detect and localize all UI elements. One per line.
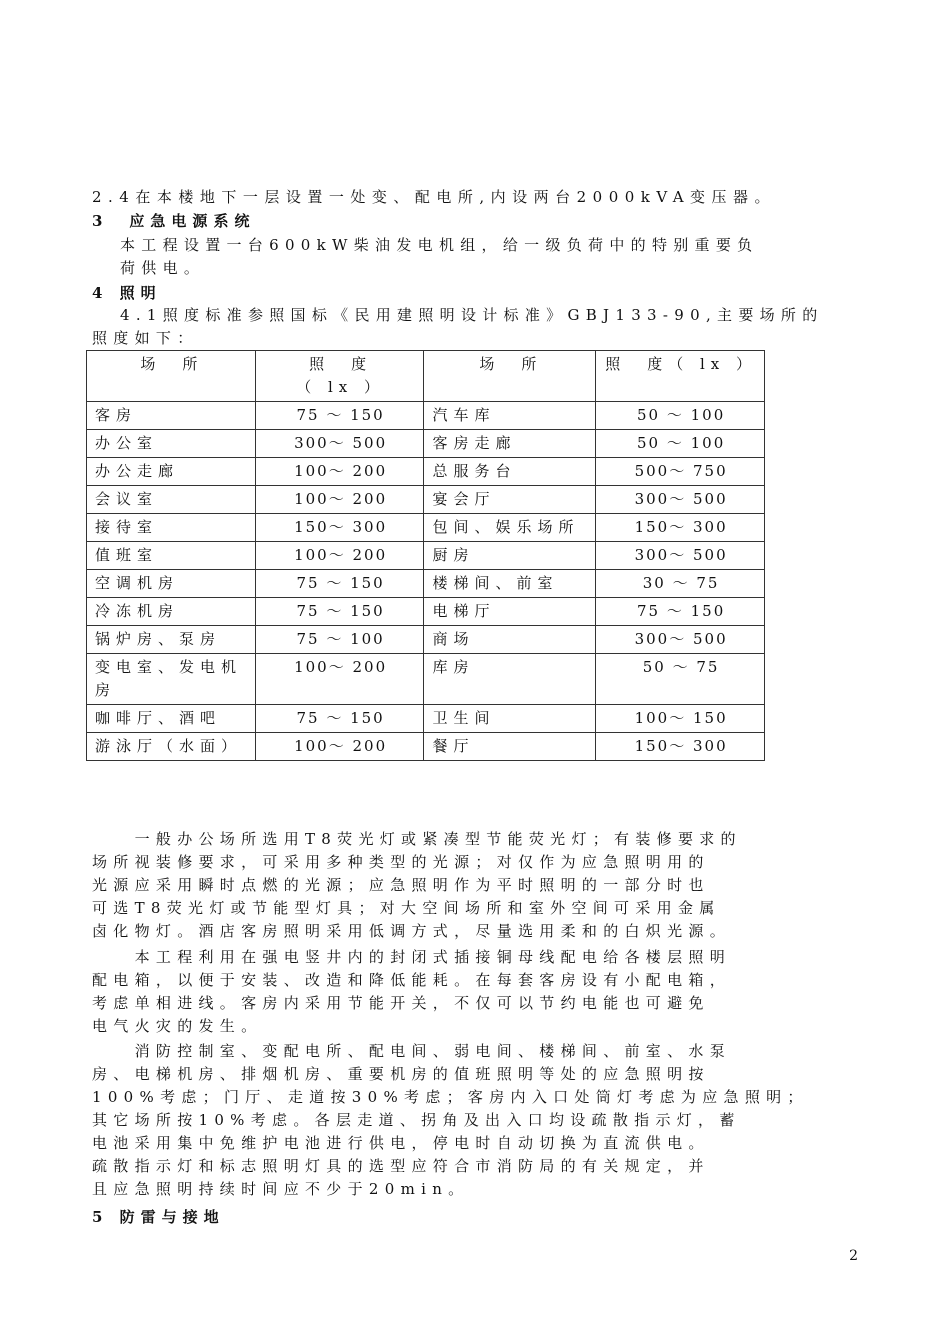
cell-lux-a: 75 ～ 100: [255, 626, 424, 654]
cell-place-a: 变电室、发电机房: [87, 654, 256, 705]
cell-lux-b: 300～ 500: [596, 626, 765, 654]
heading-emergency-power: 3 应急电源系统: [92, 212, 256, 230]
cell-lux-a: 100～ 200: [255, 733, 424, 761]
cell-place-b: 楼梯间、前室: [424, 570, 596, 598]
cell-lux-b: 150～ 300: [596, 514, 765, 542]
cell-lux-b: 50 ～ 75: [596, 654, 765, 705]
lighting-paragraph-2: [92, 946, 850, 1038]
paragraph-line: 光源应采用瞬时点燃的光源；应急照明作为平时照明的一部分时也: [92, 876, 710, 894]
paragraph-line: 一般办公场所选用T8荧光灯或紧凑型节能荧光灯；有装修要求的: [92, 830, 742, 848]
paragraph-line: 房、电梯机房、排烟机房、重要机房的值班照明等处的应急照明按: [92, 1065, 710, 1083]
lighting-paragraph-1: [92, 828, 850, 943]
cell-place-a: 空调机房: [87, 570, 256, 598]
cell-place-b: 电梯厅: [424, 598, 596, 626]
paragraph-line: 本工程设置一台600kW柴油发电机组，给一级负荷中的特别重要负: [120, 236, 759, 254]
cell-place-a: 咖啡厅、酒吧: [87, 705, 256, 733]
table-row: [87, 458, 765, 486]
paragraph-line: 考虑单相进线。客房内采用节能开关，不仅可以节约电能也可避免: [92, 994, 710, 1012]
illuminance-table: [86, 350, 765, 761]
cell-place-a: 接待室: [87, 514, 256, 542]
table-header-row: [87, 351, 765, 402]
header-lux-a-line1: 照 度: [309, 355, 373, 373]
cell-place-b: 总服务台: [424, 458, 596, 486]
cell-lux-a: 300～ 500: [255, 430, 424, 458]
cell-place-a: 值班室: [87, 542, 256, 570]
cell-place-b: 厨房: [424, 542, 596, 570]
cell-place-a: 办公室: [87, 430, 256, 458]
cell-place-b: 卫生间: [424, 705, 596, 733]
paragraph-line: 卤化物灯。酒店客房照明采用低调方式，尽量选用柔和的白炽光源。: [92, 922, 732, 940]
table-row: [87, 733, 765, 761]
table-row: [87, 402, 765, 430]
table-row: [87, 654, 765, 705]
cell-place-b: 商场: [424, 626, 596, 654]
cell-lux-a: 75 ～ 150: [255, 570, 424, 598]
paragraph-line: 荷供电。: [120, 259, 206, 277]
header-lux-b: 照 度（ lx ）: [596, 351, 765, 402]
cell-lux-a: 75 ～ 150: [255, 705, 424, 733]
cell-place-b: 餐厅: [424, 733, 596, 761]
cell-place-b: 客房走廊: [424, 430, 596, 458]
illuminance-intro: [92, 304, 850, 350]
cell-lux-b: 150～ 300: [596, 733, 765, 761]
cell-place-a: 办公走廊: [87, 458, 256, 486]
cell-place-b: 宴会厅: [424, 486, 596, 514]
cell-place-b: 库房: [424, 654, 596, 705]
paragraph-line: 其它场所按10%考虑。各层走道、拐角及出入口均设疏散指示灯，蓄: [92, 1111, 741, 1129]
cell-place-a: 游泳厅（水面）: [87, 733, 256, 761]
table-row: [87, 514, 765, 542]
paragraph-line: 4.1照度标准参照国标《民用建照明设计标准》GBJ133-90,主要场所的: [120, 306, 824, 324]
paragraph-line: 本工程利用在强电竖井内的封闭式插接铜母线配电给各楼层照明: [92, 948, 732, 966]
cell-lux-b: 100～ 150: [596, 705, 765, 733]
cell-place-a: 会议室: [87, 486, 256, 514]
paragraph-line: 场所视装修要求，可采用多种类型的光源；对仅作为应急照明用的: [92, 853, 710, 871]
cell-lux-a: 100～ 200: [255, 458, 424, 486]
cell-place-a: 冷冻机房: [87, 598, 256, 626]
table-row: [87, 598, 765, 626]
cell-lux-b: 30 ～ 75: [596, 570, 765, 598]
header-place-a: 场 所: [87, 351, 256, 402]
header-lux-a-line2: （ lx ）: [296, 378, 385, 396]
table-row: [87, 626, 765, 654]
paragraph-line: 照度如下：: [92, 329, 199, 347]
cell-lux-a: 75 ～ 150: [255, 598, 424, 626]
cell-lux-a: 75 ～ 150: [255, 402, 424, 430]
paragraph-line: 配电箱，以便于安装、改造和降低能耗。在每套客房设有小配电箱，: [92, 971, 732, 989]
paragraph-line: 且应急照明持续时间应不少于20min。: [92, 1180, 470, 1198]
cell-lux-a: 100～ 200: [255, 654, 424, 705]
paragraph-line: 100%考虑；门厅、走道按30%考虑；客房内入口处筒灯考虑为应急照明；: [92, 1088, 809, 1106]
cell-lux-b: 50 ～ 100: [596, 402, 765, 430]
section-2-4-text: 2.4在本楼地下一层设置一处变、配电所,内设两台2000kVA变压器。: [92, 188, 777, 206]
cell-place-a: 客房: [87, 402, 256, 430]
cell-lux-a: 100～ 200: [255, 542, 424, 570]
cell-place-a: 锅炉房、泵房: [87, 626, 256, 654]
page-number: 2: [849, 1248, 858, 1264]
heading-lighting: 4 照明: [92, 284, 162, 302]
cell-place-b: 汽车库: [424, 402, 596, 430]
emergency-power-paragraph: [92, 234, 850, 280]
cell-lux-b: 50 ～ 100: [596, 430, 765, 458]
cell-lux-a: 100～ 200: [255, 486, 424, 514]
cell-place-b: 包间、娱乐场所: [424, 514, 596, 542]
lighting-paragraph-3: [92, 1040, 850, 1201]
table-row: [87, 705, 765, 733]
cell-lux-b: 300～ 500: [596, 542, 765, 570]
paragraph-line: 消防控制室、变配电所、配电间、弱电间、楼梯间、前室、水泵: [92, 1042, 732, 1060]
header-place-b: 场 所: [424, 351, 596, 402]
paragraph-line: 电气火灾的发生。: [92, 1017, 263, 1035]
table-body: [87, 402, 765, 761]
paragraph-line: 电池采用集中免维护电池进行供电，停电时自动切换为直流供电。: [92, 1134, 710, 1152]
table-row: [87, 542, 765, 570]
paragraph-line: 疏散指示灯和标志照明灯具的选型应符合市消防局的有关规定，并: [92, 1157, 710, 1175]
cell-lux-b: 75 ～ 150: [596, 598, 765, 626]
table-row: [87, 486, 765, 514]
table-row: [87, 430, 765, 458]
cell-lux-a: 150～ 300: [255, 514, 424, 542]
cell-lux-b: 500～ 750: [596, 458, 765, 486]
table-row: [87, 570, 765, 598]
heading-lightning-protection: 5 防雷与接地: [92, 1208, 225, 1226]
paragraph-line: 可选T8荧光灯或节能型灯具；对大空间场所和室外空间可采用金属: [92, 899, 721, 917]
cell-lux-b: 300～ 500: [596, 486, 765, 514]
header-lux-a: [255, 351, 424, 402]
